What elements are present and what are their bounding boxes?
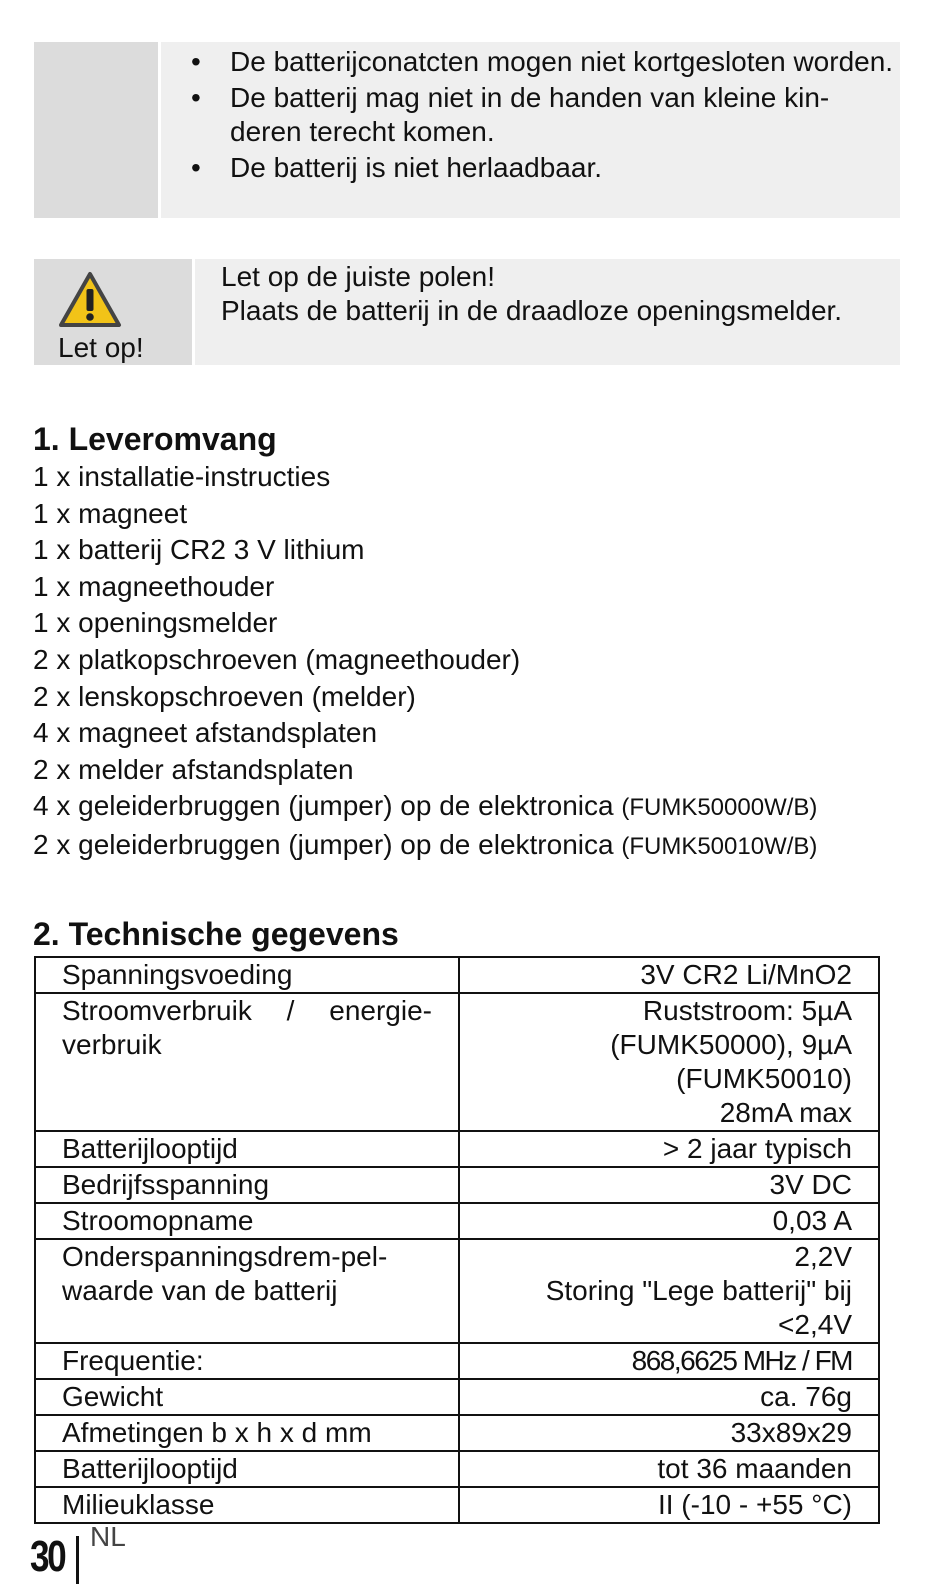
package-item-jumper xyxy=(33,827,817,866)
spec-value xyxy=(459,1415,879,1451)
spec-key: Batterijlooptijd xyxy=(35,1451,459,1487)
spec-key: Milieuklasse xyxy=(35,1487,459,1523)
spec-value xyxy=(459,993,879,1131)
spec-value-line: (FUMK50000), 9µA xyxy=(610,1029,852,1060)
language-code: NL xyxy=(90,1521,126,1552)
package-item: 1 x magneet xyxy=(33,497,188,529)
spec-value-line: <2,4V xyxy=(778,1309,852,1340)
package-item: 2 x lenskopschroeven (melder) xyxy=(33,680,416,712)
table-row xyxy=(35,1239,879,1343)
safety-bullet xyxy=(161,45,900,79)
battery-safety-box xyxy=(34,42,900,218)
package-item: 2 x platkopschroeven (magneethouder) xyxy=(33,643,521,675)
spec-value-line: 868,6625 MHz / FM xyxy=(631,1345,852,1376)
table-row xyxy=(35,1379,879,1415)
model-number: (FUMK50010W/B) xyxy=(621,832,818,860)
spec-value xyxy=(459,1203,879,1239)
spec-value xyxy=(459,1343,879,1379)
spec-value xyxy=(459,1451,879,1487)
spec-value-line: 2,2V xyxy=(794,1241,852,1272)
spec-key: Spanningsvoeding xyxy=(35,957,459,993)
spec-value xyxy=(459,1379,879,1415)
table-row xyxy=(35,1451,879,1487)
warning-line-polarity: Let op de juiste polen! xyxy=(221,261,495,292)
spec-value-line: 0,03 A xyxy=(772,1205,852,1236)
table-row xyxy=(35,1415,879,1451)
spec-value-line: > 2 jaar typisch xyxy=(662,1133,852,1164)
safety-bullet xyxy=(161,81,900,149)
table-row xyxy=(35,1131,879,1167)
table-row xyxy=(35,993,879,1131)
spec-value-line: Storing "Lege batterij" bij xyxy=(545,1275,852,1306)
spec-key: Gewicht xyxy=(35,1379,459,1415)
spec-key: Frequentie: xyxy=(35,1343,459,1379)
package-item: 1 x batterij CR2 3 V lithium xyxy=(33,534,365,566)
package-item: 2 x melder afstandsplaten xyxy=(33,753,354,785)
bullet-dot-icon: • xyxy=(191,82,201,113)
table-row xyxy=(35,1167,879,1203)
section-title-technische-gegevens: 2. Technische gegevens xyxy=(33,916,399,952)
spec-key: Afmetingen b x h x d mm xyxy=(35,1415,459,1451)
spec-value-line: 3V CR2 Li/MnO2 xyxy=(640,959,852,990)
specs-table xyxy=(34,956,880,1524)
spec-value-line: Ruststroom: 5µA xyxy=(642,995,852,1026)
package-item-text: 4 x geleiderbruggen (jumper) op de elektronica xyxy=(33,790,614,822)
package-item: 1 x magneethouder xyxy=(33,570,275,602)
spec-value xyxy=(459,957,879,993)
bullet-dot-icon: • xyxy=(191,46,201,77)
safety-bullet-text: De batterij mag niet in de handen van kleine kin-deren terecht komen. xyxy=(230,82,830,147)
footer-divider xyxy=(76,1536,79,1584)
spec-key: Onderspanningsdrem-pel-waarde van de batterij xyxy=(35,1239,459,1343)
model-number: (FUMK50000W/B) xyxy=(621,794,818,822)
warning-line-insert-battery: Plaats de batterij in de draadloze openingsmelder. xyxy=(221,295,843,326)
safety-bullet-text: De batterij is niet herlaadbaar. xyxy=(230,152,602,183)
bullet-dot-icon: • xyxy=(191,152,201,183)
spec-value-line: ca. 76g xyxy=(760,1381,852,1412)
spec-value xyxy=(459,1167,879,1203)
warning-triangle-icon xyxy=(58,271,122,329)
spec-key: Stroomverbruik / energie-verbruik xyxy=(35,993,459,1131)
package-item-text: 2 x geleiderbruggen (jumper) op de elektronica xyxy=(33,828,614,860)
section-title-leveromvang: 1. Leveromvang xyxy=(33,421,277,457)
safety-bullet-text: De batterijconatcten mogen niet kortgesloten worden. xyxy=(230,46,894,77)
safety-box-side-cell xyxy=(34,42,158,218)
spec-value-line: 3V DC xyxy=(769,1169,852,1200)
page-footer xyxy=(30,1521,450,1584)
spec-value xyxy=(459,1131,879,1167)
package-contents-list xyxy=(33,459,817,866)
spec-value-line: II (-10 - +55 °C) xyxy=(657,1489,852,1520)
table-row xyxy=(35,1343,879,1379)
spec-value-line: 28mA max xyxy=(719,1097,852,1128)
spec-value-line: tot 36 maanden xyxy=(657,1453,852,1484)
spec-value-line: 33x89x29 xyxy=(730,1417,852,1448)
spec-key: Stroomopname xyxy=(35,1203,459,1239)
package-item-jumper xyxy=(33,788,817,827)
package-item: 1 x installatie-instructies xyxy=(33,461,331,492)
safety-box-content xyxy=(161,42,900,218)
table-row xyxy=(35,1487,879,1523)
spec-key: Bedrijfsspanning xyxy=(35,1167,459,1203)
table-row xyxy=(35,1203,879,1239)
package-item: 4 x magneet afstandsplaten xyxy=(33,717,378,749)
safety-bullet-list xyxy=(161,42,900,185)
warning-side-cell xyxy=(34,259,192,365)
warning-box xyxy=(34,259,900,365)
spec-value-line: (FUMK50010) xyxy=(676,1063,852,1094)
page-number: 30 xyxy=(30,1532,65,1581)
spec-value xyxy=(459,1487,879,1523)
table-row xyxy=(35,957,879,993)
warning-content xyxy=(195,259,900,365)
warning-label: Let op! xyxy=(58,332,144,363)
package-item: 1 x openingsmelder xyxy=(33,607,278,639)
spec-key: Batterijlooptijd xyxy=(35,1131,459,1167)
spec-value xyxy=(459,1239,879,1343)
safety-bullet xyxy=(161,151,900,185)
